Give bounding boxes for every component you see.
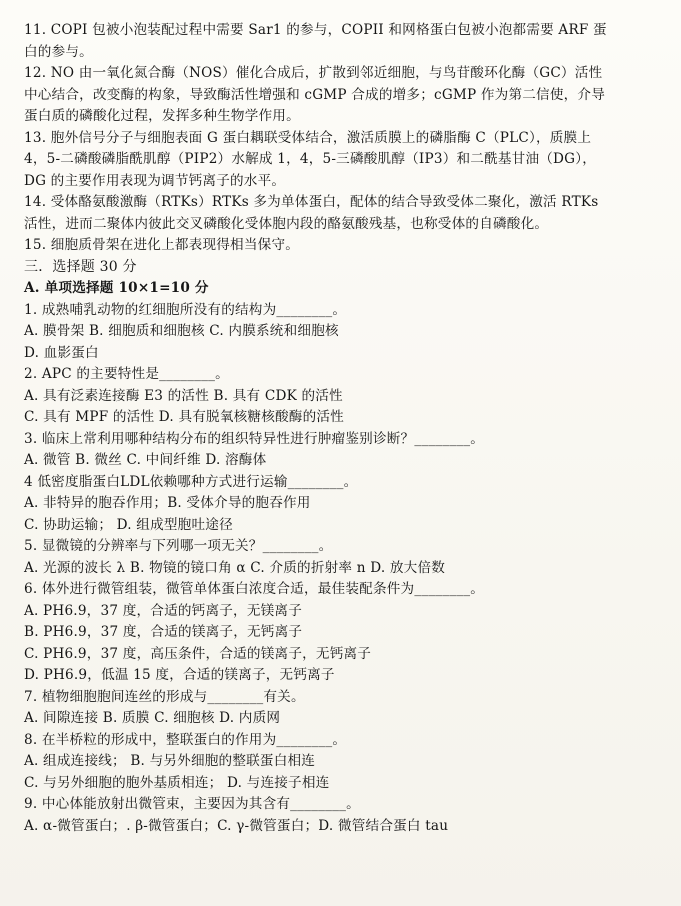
- text-line: 13. 胞外信号分子与细胞表面 G 蛋白耦联受体结合，激活质膜上的磷脂酶 C（PLC），质膜上: [24, 129, 592, 146]
- option-line: A. 间隙连接 B. 质膜 C. 细胞核 D. 内质网: [24, 710, 281, 726]
- option-line: A. 非特异的胞吞作用；B. 受体介导的胞吞作用: [24, 495, 311, 511]
- option-line: A. 光源的波长 λ B. 物镜的镜口角 α C. 介质的折射率 n D. 放大倍数: [24, 559, 446, 576]
- option-line: D. 血影蛋白: [24, 344, 99, 361]
- option-line: A. α-微管蛋白；. β-微管蛋白；C. γ-微管蛋白；D. 微管结合蛋白 tau: [24, 817, 449, 834]
- text-line: 11. COPI 包被小泡装配过程中需要 Sar1 的参与，COPII 和网格蛋白包被小泡都需要 ARF 蛋: [24, 22, 607, 38]
- option-line: A. 微管 B. 微丝 C. 中间纤维 D. 溶酶体: [24, 452, 267, 468]
- text-line: 14. 受体酪氨酸激酶（RTKs）RTKs 多为单体蛋白，配体的结合导致受体二聚化，激活 RTKs: [24, 194, 599, 210]
- text-line: 蛋白质的磷酸化过程，发挥多种生物学作用。: [24, 108, 300, 124]
- question-line: 7. 植物细胞胞间连丝的形成与________有关。: [24, 688, 305, 705]
- text-line: 15. 细胞质骨架在进化上都表现得相当保守。: [24, 237, 300, 253]
- option-line: A. 具有泛素连接酶 E3 的活性 B. 具有 CDK 的活性: [24, 387, 343, 404]
- question-line: 9. 中心体能放射出微管束，主要因为其含有________。: [24, 796, 360, 812]
- question-line: 4 低密度脂蛋白LDL依赖哪种方式进行运输________。: [24, 473, 358, 490]
- text-line: 4，5-二磷酸磷脂酰肌醇（PIP2）水解成 1，4，5-三磷酸肌醇（IP3）和二酰基甘油（DG），: [24, 151, 596, 167]
- question-line: 6. 体外进行微管组装，微管单体蛋白浓度合适，最佳装配条件为________。: [24, 581, 485, 597]
- text-line: 中心结合，改变酶的构象，导致酶活性增强和 cGMP 合成的增多；cGMP 作为第二信使，介导: [24, 86, 606, 103]
- text-line: 活性，进而二聚体内彼此交叉磷酸化受体胞内段的酪氨酸残基，也称受体的自磷酸化。: [24, 215, 549, 232]
- question-line: 8. 在半桥粒的形成中，整联蛋白的作用为________。: [24, 731, 347, 748]
- option-line: B. PH6.9，37 度，合适的镁离子，无钙离子: [24, 624, 303, 640]
- option-line: D. PH6.9，低温 15 度，合适的镁离子，无钙离子: [24, 667, 335, 683]
- section-heading: 三．选择题 30 分: [24, 258, 137, 275]
- question-line: 3. 临床上常利用哪种结构分布的组织特异性进行肿瘤鉴别诊断？________。: [24, 430, 485, 447]
- option-line: C. 具有 MPF 的活性 D. 具有脱氧核糖核酸酶的活性: [24, 409, 344, 425]
- question-line: 2. APC 的主要特性是________。: [24, 366, 229, 382]
- text-line: 白的参与。: [24, 43, 93, 60]
- question-line: 5. 显微镜的分辨率与下列哪一项无关？________。: [24, 538, 333, 554]
- option-line: C. 与另外细胞的胞外基质相连； D. 与连接子相连: [24, 774, 330, 791]
- option-line: A. PH6.9，37 度，合适的钙离子，无镁离子: [24, 602, 303, 619]
- option-line: C. 协助运输； D. 组成型胞吐途径: [24, 516, 233, 533]
- option-line: C. PH6.9，37 度，高压条件，合适的镁离子，无钙离子: [24, 645, 372, 662]
- option-line: A. 组成连接线； B. 与另外细胞的整联蛋白相连: [24, 753, 316, 769]
- subsection-heading: A. 单项选择题 10×1=10 分: [24, 280, 209, 296]
- option-line: A. 膜骨架 B. 细胞质和细胞核 C. 内膜系统和细胞核: [24, 323, 339, 339]
- text-line: DG 的主要作用表现为调节钙离子的水平。: [24, 172, 286, 189]
- text-line: 12. NO 由一氧化氮合酶（NOS）催化合成后，扩散到邻近细胞，与鸟苷酸环化酶（GC）活性: [24, 65, 603, 81]
- question-line: 1. 成熟哺乳动物的红细胞所没有的结构为________。: [24, 301, 347, 318]
